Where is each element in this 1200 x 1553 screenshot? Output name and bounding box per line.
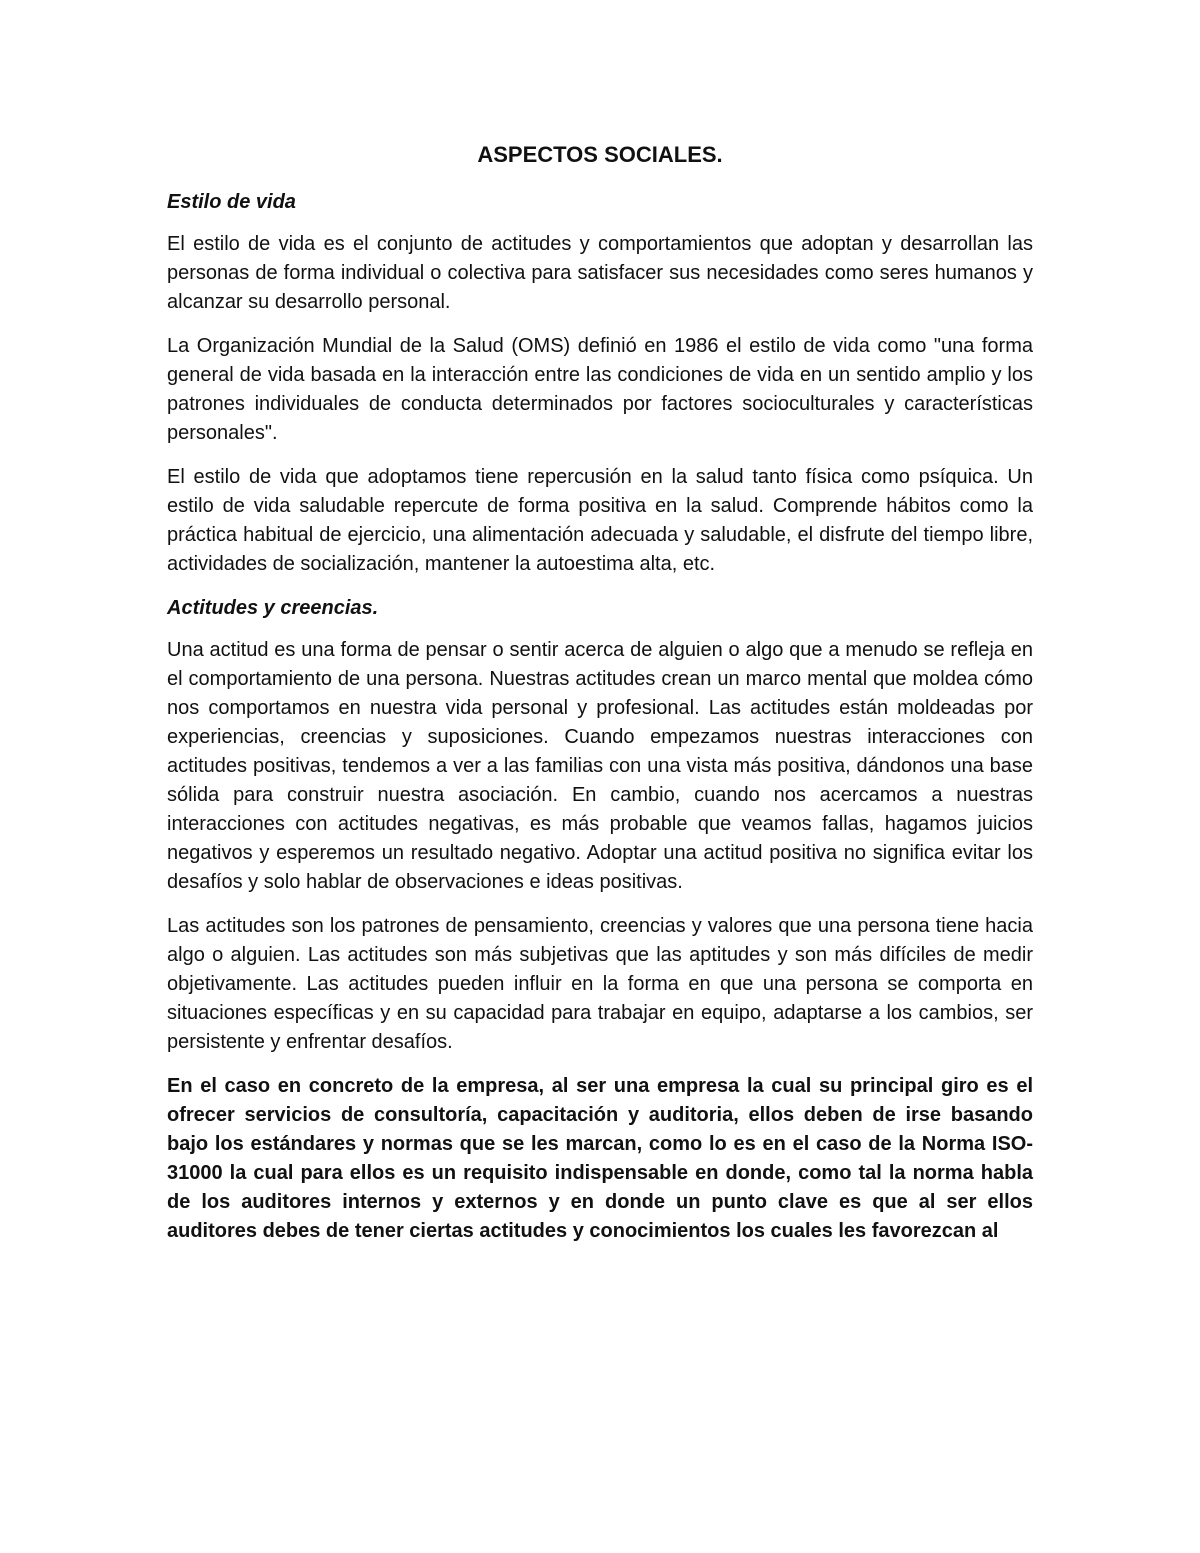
paragraph: Una actitud es una forma de pensar o sentir acerca de alguien o algo que a menudo se refleja en el comportamiento de una persona. Nuestras actitudes crean un marco mental que moldea cómo nos comportamos en nuestra vida personal y profesional. Las actitudes están moldeadas por experiencias, creencias y suposiciones. Cuando empezamos nuestras interacciones con actitudes positivas, tendemos a ver a las familias con una vista más positiva, dándonos una base sólida para construir nuestra asociación. En cambio, cuando nos acercamos a nuestras interacciones con actitudes negativas, es más probable que veamos fallas, hagamos juicios negativos y esperemos un resultado negativo. Adoptar una actitud positiva no significa evitar los desafíos y solo hablar de observaciones e ideas positivas. (167, 639, 1033, 893)
bold-paragraph: En el caso en concreto de la empresa, al ser una empresa la cual su principal giro es el ofrecer servicios de consultoría, capacitación y auditoria, ellos deben de irse basando bajo los estándares y normas que se les marcan, como lo es en el caso de la Norma ISO-31000 la cual para ellos es un requisito indispensable en donde, como tal la norma habla de los auditores internos y externos y en donde un punto clave es que al ser ellos auditores debes de tener ciertas actitudes y conocimientos los cuales les favorezcan al (167, 1075, 1033, 1242)
paragraph: El estilo de vida que adoptamos tiene repercusión en la salud tanto física como psíquica. Un estilo de vida saludable repercute de forma positiva en la salud. Comprende hábitos como la práctica habitual de ejercicio, una alimentación adecuada y saludable, el disfrute del tiempo libre, actividades de socialización, mantener la autoestima alta, etc. (167, 466, 1033, 575)
paragraph: Las actitudes son los patrones de pensamiento, creencias y valores que una persona tiene hacia algo o alguien. Las actitudes son más subjetivas que las aptitudes y son más difíciles de medir objetivamente. Las actitudes pueden influir en la forma en que una persona se comporta en situaciones específicas y en su capacidad para trabajar en equipo, adaptarse a los cambios, ser persistente y enfrentar desafíos. (167, 915, 1033, 1053)
section-heading-actitudes: Actitudes y creencias. (167, 597, 379, 619)
section-heading-estilo-de-vida: Estilo de vida (167, 191, 296, 213)
paragraph: El estilo de vida es el conjunto de actitudes y comportamientos que adoptan y desarrollan las personas de forma individual o colectiva para satisfacer sus necesidades como seres humanos y alcanzar su desarrollo personal. (167, 233, 1033, 313)
document-page (167, 140, 1033, 1261)
document-title: ASPECTOS SOCIALES. (477, 142, 723, 167)
paragraph: La Organización Mundial de la Salud (OMS) definió en 1986 el estilo de vida como "una forma general de vida basada en la interacción entre las condiciones de vida en un sentido amplio y los patrones individuales de conducta determinados por factores socioculturales y características personales". (167, 335, 1033, 444)
